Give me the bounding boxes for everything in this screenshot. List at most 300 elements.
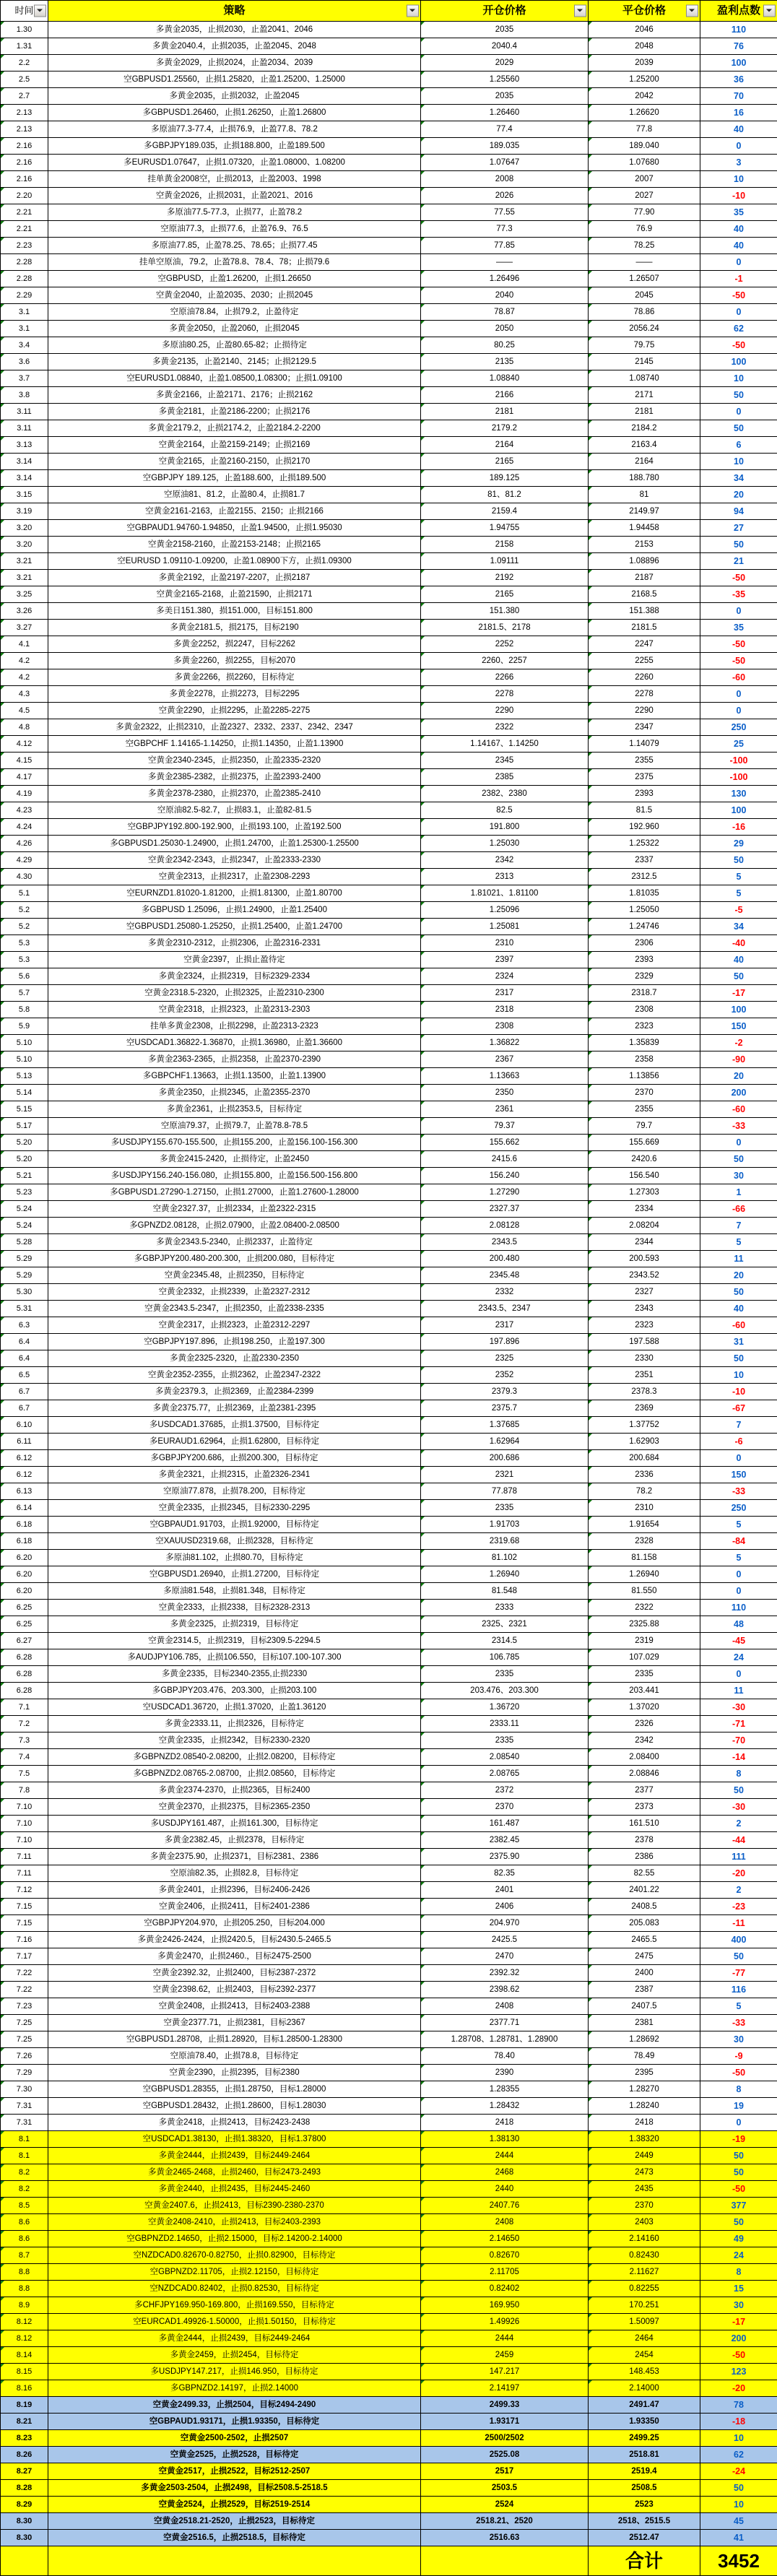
cell-close-price: 79.75 (589, 337, 700, 354)
cell-time: 6.20 (1, 1566, 48, 1583)
cell-time: 3.7 (1, 370, 48, 387)
cell-open-price: 200.686 (421, 1450, 589, 1467)
cell-time: 3.1 (1, 321, 48, 337)
cell-strategy: 空黄金2290，止损2295，止盈2285-2275 (48, 703, 421, 719)
cell-close-price: 82.55 (589, 1865, 700, 1882)
cell-open-price: 2181.5、2178 (421, 620, 589, 636)
cell-open-price: 156.240 (421, 1168, 589, 1184)
cell-open-price: 189.035 (421, 138, 589, 155)
cell-close-price: 2325.88 (589, 1616, 700, 1633)
table-row (1, 819, 777, 836)
cell-close-price: 2.14160 (589, 2231, 700, 2247)
cell-profit-points: 100 (700, 1002, 777, 1018)
cell-time: 2.21 (1, 204, 48, 221)
cell-profit-points: 50 (700, 852, 777, 869)
cell-time: 8.1 (1, 2148, 48, 2164)
cell-close-price: 2318.7 (589, 985, 700, 1002)
cell-open-price: 2.14197 (421, 2380, 589, 2397)
table-row (1, 71, 777, 88)
cell-profit-points: 36 (700, 71, 777, 88)
cell-strategy: 空GBPUSD1.26940，止损1.27200，目标待定 (48, 1566, 421, 1583)
cell-time: 8.7 (1, 2247, 48, 2264)
table-row (1, 238, 777, 254)
cell-close-price: 1.37020 (589, 1699, 700, 1716)
cell-profit-points: 8 (700, 2264, 777, 2281)
cell-time: 8.2 (1, 2181, 48, 2198)
cell-open-price: 2308 (421, 1018, 589, 1035)
cell-strategy: 空EURCAD1.49926-1.50000，止损1.50150，目标待定 (48, 2314, 421, 2330)
cell-profit-points: -5 (700, 902, 777, 919)
cell-profit-points: -100 (700, 753, 777, 769)
cell-close-price: 2343.52 (589, 1267, 700, 1284)
cell-open-price: 2290 (421, 703, 589, 719)
column-header-open-price[interactable] (421, 1, 589, 22)
cell-time: 4.29 (1, 852, 48, 869)
cell-profit-points: 0 (700, 254, 777, 271)
cell-time: 7.22 (1, 1965, 48, 1982)
cell-time: 6.7 (1, 1384, 48, 1400)
cell-strategy: 空原油82.35，止损82.8，目标待定 (48, 1865, 421, 1882)
table-row (1, 2380, 777, 2397)
cell-time: 3.15 (1, 487, 48, 503)
cell-open-price: 200.480 (421, 1251, 589, 1267)
cell-open-price: 1.36720 (421, 1699, 589, 1716)
cell-time: 4.19 (1, 786, 48, 802)
cell-profit-points: 7 (700, 1417, 777, 1434)
table-row (1, 885, 777, 902)
cell-close-price: 1.94458 (589, 520, 700, 537)
total-label: 合计 (589, 2546, 700, 2576)
table-row (1, 902, 777, 919)
cell-close-price: 2375 (589, 769, 700, 786)
cell-profit-points: -14 (700, 1749, 777, 1766)
cell-profit-points: -60 (700, 1101, 777, 1118)
cell-close-price: 2518.81 (589, 2447, 700, 2463)
cell-time: 2.13 (1, 105, 48, 121)
table-row (1, 105, 777, 121)
cell-close-price: 2308 (589, 1002, 700, 1018)
cell-strategy: 空黄金2390，止损2395，目标2380 (48, 2065, 421, 2081)
cell-open-price: 2518.21、2520 (421, 2513, 589, 2530)
table-row (1, 1168, 777, 1184)
table-row (1, 1732, 777, 1749)
cell-profit-points: 5 (700, 1517, 777, 1533)
cell-time: 3.21 (1, 553, 48, 570)
cell-profit-points: 34 (700, 470, 777, 487)
cell-open-price: 2444 (421, 2330, 589, 2347)
column-header-open-price-label: 开仓价格 (482, 4, 526, 17)
cell-time: 6.28 (1, 1649, 48, 1666)
cell-strategy: 空黄金2318.5-2320，止损2325，止盈2310-2300 (48, 985, 421, 1002)
cell-time: 6.4 (1, 1350, 48, 1367)
cell-open-price: 2517 (421, 2463, 589, 2480)
cell-time: 4.24 (1, 819, 48, 836)
table-row (1, 1533, 777, 1550)
cell-strategy: 多黄金2166，止盈2171、2176；止损2162 (48, 387, 421, 404)
cell-time: 3.27 (1, 620, 48, 636)
cell-strategy: 空原油77.878，止损78.200，目标待定 (48, 1483, 421, 1500)
table-row (1, 1799, 777, 1816)
cell-open-price: 1.25030 (421, 836, 589, 852)
cell-open-price: 2192 (421, 570, 589, 586)
cell-open-price: 2325、2321 (421, 1616, 589, 1633)
cell-profit-points: 24 (700, 1649, 777, 1666)
cell-strategy: 多黄金2415-2420，止损待定，止盈2450 (48, 1151, 421, 1168)
cell-profit-points: 62 (700, 321, 777, 337)
cell-strategy: 挂单空原油，79.2，止盈78.8、78.4、78；止损79.6 (48, 254, 421, 271)
table-row (1, 769, 777, 786)
cell-close-price: 2056.24 (589, 321, 700, 337)
cell-profit-points: -2 (700, 1035, 777, 1051)
cell-profit-points: 10 (700, 2497, 777, 2513)
cell-close-price: 2519.4 (589, 2463, 700, 2480)
filter-dropdown-icon-open-price[interactable] (574, 5, 586, 17)
table-row (1, 1683, 777, 1699)
table-row (1, 1334, 777, 1350)
cell-time: 8.12 (1, 2314, 48, 2330)
cell-profit-points: 27 (700, 520, 777, 537)
table-row (1, 354, 777, 370)
cell-strategy: 多黄金2040.4，止损2035，止盈2045、2048 (48, 38, 421, 55)
table-row (1, 802, 777, 819)
cell-close-price: 1.07680 (589, 155, 700, 171)
cell-strategy: 空黄金2352-2355，止损2362，止盈2347-2322 (48, 1367, 421, 1384)
filter-dropdown-icon-profit-points[interactable] (763, 5, 776, 17)
cell-close-price: 2418 (589, 2115, 700, 2131)
table-row (1, 1002, 777, 1018)
cell-close-price: 107.029 (589, 1649, 700, 1666)
cell-time: 1.31 (1, 38, 48, 55)
cell-profit-points: 0 (700, 138, 777, 155)
cell-profit-points: 123 (700, 2364, 777, 2380)
cell-strategy: 空黄金2318，止损2323，止盈2313-2303 (48, 1002, 421, 1018)
cell-strategy: 多黄金2378-2380，止损2370，止盈2385-2410 (48, 786, 421, 802)
cell-close-price: 2387 (589, 1982, 700, 1998)
cell-strategy: 空原油78.84，止损79.2，止盈待定 (48, 304, 421, 321)
cell-time: 8.9 (1, 2297, 48, 2314)
cell-time: 5.17 (1, 1118, 48, 1135)
table-row (1, 454, 777, 470)
cell-close-price: 1.24746 (589, 919, 700, 935)
table-row (1, 2314, 777, 2330)
cell-time: 3.11 (1, 404, 48, 420)
cell-profit-points: 50 (700, 1948, 777, 1965)
cell-time: 8.8 (1, 2281, 48, 2297)
cell-close-price: 2337 (589, 852, 700, 869)
cell-profit-points: 50 (700, 1350, 777, 1367)
cell-close-price: 2473 (589, 2164, 700, 2181)
cell-open-price: 1.28432 (421, 2098, 589, 2115)
table-row (1, 321, 777, 337)
cell-time: 3.21 (1, 570, 48, 586)
table-row (1, 935, 777, 952)
cell-open-price: 2165 (421, 586, 589, 603)
cell-close-price: 78.2 (589, 1483, 700, 1500)
cell-open-price: 2398.62 (421, 1982, 589, 1998)
table-row (1, 204, 777, 221)
table-row (1, 2364, 777, 2380)
cell-time: 6.27 (1, 1633, 48, 1649)
table-row (1, 2247, 777, 2264)
cell-close-price: 2149.97 (589, 503, 700, 520)
cell-close-price: 2042 (589, 88, 700, 105)
cell-time: 5.21 (1, 1168, 48, 1184)
table-row (1, 1284, 777, 1301)
table-row (1, 1832, 777, 1849)
cell-close-price: 2449 (589, 2148, 700, 2164)
cell-open-price: 2345.48 (421, 1267, 589, 1284)
cell-close-price: 76.9 (589, 221, 700, 238)
cell-strategy: 多黄金2181.5，损2175，目标2190 (48, 620, 421, 636)
cell-time: 3.20 (1, 537, 48, 553)
cell-time: 6.14 (1, 1500, 48, 1517)
filter-dropdown-icon-time[interactable] (34, 5, 46, 17)
cell-time: 6.28 (1, 1666, 48, 1683)
cell-close-price: 2378.3 (589, 1384, 700, 1400)
table-row (1, 2513, 777, 2530)
table-row (1, 22, 777, 38)
total-row (1, 2546, 777, 2576)
cell-close-price: 2255 (589, 653, 700, 669)
cell-profit-points: 16 (700, 105, 777, 121)
cell-profit-points: 25 (700, 736, 777, 753)
cell-time: 2.2 (1, 55, 48, 71)
column-header-strategy[interactable] (48, 1, 421, 22)
cell-strategy: 空GBPUSD1.28708，止损1.28920，目标1.28500-1.28300 (48, 2031, 421, 2048)
cell-close-price: 2370 (589, 1085, 700, 1101)
cell-profit-points: 30 (700, 2031, 777, 2048)
cell-close-price: 2039 (589, 55, 700, 71)
cell-strategy: 空黄金2499.33，止损2504，目标2494-2490 (48, 2397, 421, 2414)
cell-close-price: 78.25 (589, 238, 700, 254)
cell-close-price: 1.93350 (589, 2414, 700, 2430)
cell-close-price: 2323 (589, 1018, 700, 1035)
cell-close-price: 2322 (589, 1600, 700, 1616)
table-row (1, 2281, 777, 2297)
cell-close-price: 81.5 (589, 802, 700, 819)
cell-time: 5.3 (1, 935, 48, 952)
cell-open-price: 2375.7 (421, 1400, 589, 1417)
table-row (1, 88, 777, 105)
table-row (1, 271, 777, 287)
table-row (1, 1135, 777, 1151)
cell-strategy: 空GBPAUD1.91703，止损1.92000，目标待定 (48, 1517, 421, 1533)
cell-strategy: 多GBPCHF1.13663，止损1.13500，止盈1.13900 (48, 1068, 421, 1085)
cell-close-price: 2045 (589, 287, 700, 304)
table-row (1, 503, 777, 520)
cell-time: 5.7 (1, 985, 48, 1002)
cell-strategy: 多黄金2321，止损2315，止盈2326-2341 (48, 1467, 421, 1483)
table-row (1, 2397, 777, 2414)
table-row (1, 1500, 777, 1517)
cell-profit-points: 29 (700, 836, 777, 852)
cell-close-price: 2475 (589, 1948, 700, 1965)
cell-close-price: 161.510 (589, 1816, 700, 1832)
cell-open-price: 2.14650 (421, 2231, 589, 2247)
cell-close-price: 1.26940 (589, 1566, 700, 1583)
table-row (1, 968, 777, 985)
cell-profit-points: 41 (700, 2530, 777, 2546)
cell-open-price: 2333.11 (421, 1716, 589, 1732)
cell-time: 6.18 (1, 1517, 48, 1533)
cell-profit-points: 0 (700, 404, 777, 420)
cell-time: 7.29 (1, 2065, 48, 2081)
cell-open-price: 78.40 (421, 2048, 589, 2065)
cell-profit-points: 100 (700, 802, 777, 819)
cell-profit-points: 94 (700, 503, 777, 520)
cell-time: 5.24 (1, 1218, 48, 1234)
cell-close-price: 2351 (589, 1367, 700, 1384)
cell-profit-points: 0 (700, 703, 777, 719)
table-row (1, 1649, 777, 1666)
cell-strategy: 多黄金2444，止损2439，目标2449-2464 (48, 2148, 421, 2164)
cell-strategy: 多黄金2465-2468，止损2460，目标2473-2493 (48, 2164, 421, 2181)
cell-strategy: 空GBPUSD1.25560，止损1.25820，止盈1.25200、1.25000 (48, 71, 421, 88)
cell-open-price: 2260、2257 (421, 653, 589, 669)
cell-close-price: 155.669 (589, 1135, 700, 1151)
cell-open-price: 2332 (421, 1284, 589, 1301)
cell-open-price: 1.28355 (421, 2081, 589, 2098)
cell-strategy: 空GBPAUD1.94760-1.94850，止盈1.94500，止损1.95030 (48, 520, 421, 537)
table-row (1, 55, 777, 71)
cell-strategy: 多黄金2459，止损2454，目标待定 (48, 2347, 421, 2364)
cell-open-price: 2335 (421, 1666, 589, 1683)
cell-profit-points: -33 (700, 1483, 777, 1500)
cell-open-price: 203.476、203.300 (421, 1683, 589, 1699)
cell-strategy: 多黄金2179.2，止损2174.2，止盈2184.2-2200 (48, 420, 421, 437)
cell-open-price: 2382、2380 (421, 786, 589, 802)
filter-dropdown-icon-close-price[interactable] (686, 5, 698, 17)
cell-strategy: 空USDCAD1.38130，止损1.38320，目标1.37800 (48, 2131, 421, 2148)
cell-time: 6.12 (1, 1450, 48, 1467)
cell-time: 2.7 (1, 88, 48, 105)
cell-profit-points: 50 (700, 1782, 777, 1799)
cell-strategy: 空GBPNZD2.14650，止损2.15000，目标2.14200-2.14000 (48, 2231, 421, 2247)
cell-close-price: 151.388 (589, 603, 700, 620)
cell-strategy: 空XAUUSD2319.68，止损2328，目标待定 (48, 1533, 421, 1550)
cell-open-price: 2379.3 (421, 1384, 589, 1400)
cell-profit-points: 200 (700, 2330, 777, 2347)
cell-time: 7.25 (1, 2031, 48, 2048)
cell-strategy: 多原油77.5-77.3，止损77，止盈78.2 (48, 204, 421, 221)
cell-open-price: 80.25 (421, 337, 589, 354)
table-row (1, 1600, 777, 1616)
cell-open-price: 2.08765 (421, 1766, 589, 1782)
cell-close-price: 1.35839 (589, 1035, 700, 1051)
cell-profit-points: 50 (700, 2148, 777, 2164)
cell-close-price: 2334 (589, 1201, 700, 1218)
cell-strategy: 多GBPJPY200.480-200.300，止损200.080，目标待定 (48, 1251, 421, 1267)
cell-close-price: 2048 (589, 38, 700, 55)
cell-profit-points: 20 (700, 1267, 777, 1284)
cell-profit-points: 100 (700, 354, 777, 370)
cell-time: 7.31 (1, 2115, 48, 2131)
cell-close-price: 1.27303 (589, 1184, 700, 1201)
table-row (1, 1035, 777, 1051)
cell-strategy: 空NZDCAD0.82670-0.82750，止损0.82900，目标待定 (48, 2247, 421, 2264)
filter-dropdown-icon-strategy[interactable] (407, 5, 419, 17)
cell-close-price: 2312.5 (589, 869, 700, 885)
cell-open-price: 1.38130 (421, 2131, 589, 2148)
cell-close-price: 2377 (589, 1782, 700, 1799)
cell-close-price: 2491.47 (589, 2397, 700, 2414)
cell-profit-points: -11 (700, 1915, 777, 1932)
cell-open-price: 1.26940 (421, 1566, 589, 1583)
column-header-close-price[interactable] (589, 1, 700, 22)
cell-time: 2.16 (1, 155, 48, 171)
cell-open-price: 2035 (421, 22, 589, 38)
cell-strategy: 空原油82.5-82.7，止损83.1，止盈82-81.5 (48, 802, 421, 819)
cell-strategy: 空GBPJPY197.896，止损198.250，止盈197.300 (48, 1334, 421, 1350)
table-row (1, 2463, 777, 2480)
column-header-time[interactable] (1, 1, 48, 22)
cell-open-price: 2352 (421, 1367, 589, 1384)
table-body (1, 22, 777, 2546)
cell-open-price: 2516.63 (421, 2530, 589, 2546)
cell-time: 8.6 (1, 2214, 48, 2231)
cell-strategy: 多黄金2401，止损2396，目标2406-2426 (48, 1882, 421, 1899)
cell-strategy: 空黄金2406，止损2411，目标2401-2386 (48, 1899, 421, 1915)
cell-profit-points: 0 (700, 304, 777, 321)
cell-time: 8.16 (1, 2380, 48, 2397)
cell-open-price: 161.487 (421, 1816, 589, 1832)
cell-strategy: 空EURUSD1.08840，止盈1.08500,1.08300；止损1.09100 (48, 370, 421, 387)
table-row (1, 2181, 777, 2198)
cell-time: 3.26 (1, 603, 48, 620)
cell-close-price: 2403 (589, 2214, 700, 2231)
cell-profit-points: -71 (700, 1716, 777, 1732)
cell-profit-points: 10 (700, 454, 777, 470)
cell-open-price: 2372 (421, 1782, 589, 1799)
table-row (1, 2330, 777, 2347)
cell-time: 5.20 (1, 1135, 48, 1151)
cell-open-price: 2314.5 (421, 1633, 589, 1649)
cell-close-price: 2523 (589, 2497, 700, 2513)
cell-profit-points: 50 (700, 2214, 777, 2231)
table-row (1, 2414, 777, 2430)
cell-close-price: 2.11627 (589, 2264, 700, 2281)
cell-open-price: 2335 (421, 1500, 589, 1517)
cell-profit-points: -33 (700, 1118, 777, 1135)
cell-strategy: 空黄金2408，止损2413，目标2403-2388 (48, 1998, 421, 2015)
table-row (1, 952, 777, 968)
cell-profit-points: 5 (700, 869, 777, 885)
table-row (1, 1915, 777, 1932)
cell-close-price: 2184.2 (589, 420, 700, 437)
cell-close-price: 78.86 (589, 304, 700, 321)
cell-strategy: 多USDCAD1.37685，止损1.37500，目标待定 (48, 1417, 421, 1434)
cell-open-price: 1.94755 (421, 520, 589, 537)
cell-strategy: 多黄金2363-2365，止损2358，止盈2370-2390 (48, 1051, 421, 1068)
cell-open-price: 77.878 (421, 1483, 589, 1500)
column-header-profit-points[interactable] (700, 1, 777, 22)
cell-close-price: 2381 (589, 2015, 700, 2031)
cell-open-price: 2342 (421, 852, 589, 869)
table-row (1, 1699, 777, 1716)
cell-open-price: 2385 (421, 769, 589, 786)
cell-strategy: 多黄金2310-2312，止损2306，止盈2316-2331 (48, 935, 421, 952)
table-row (1, 1151, 777, 1168)
table-row (1, 570, 777, 586)
cell-strategy: 空黄金2518.21-2520，止损2523，目标待定 (48, 2513, 421, 2530)
cell-time: 3.20 (1, 520, 48, 537)
cell-strategy: 多原油80.25，止盈80.65-82；止损待定 (48, 337, 421, 354)
cell-close-price: 1.50097 (589, 2314, 700, 2330)
cell-profit-points: 19 (700, 2098, 777, 2115)
cell-time: 5.29 (1, 1267, 48, 1284)
cell-time: 6.11 (1, 1434, 48, 1450)
cell-time: 7.4 (1, 1749, 48, 1766)
